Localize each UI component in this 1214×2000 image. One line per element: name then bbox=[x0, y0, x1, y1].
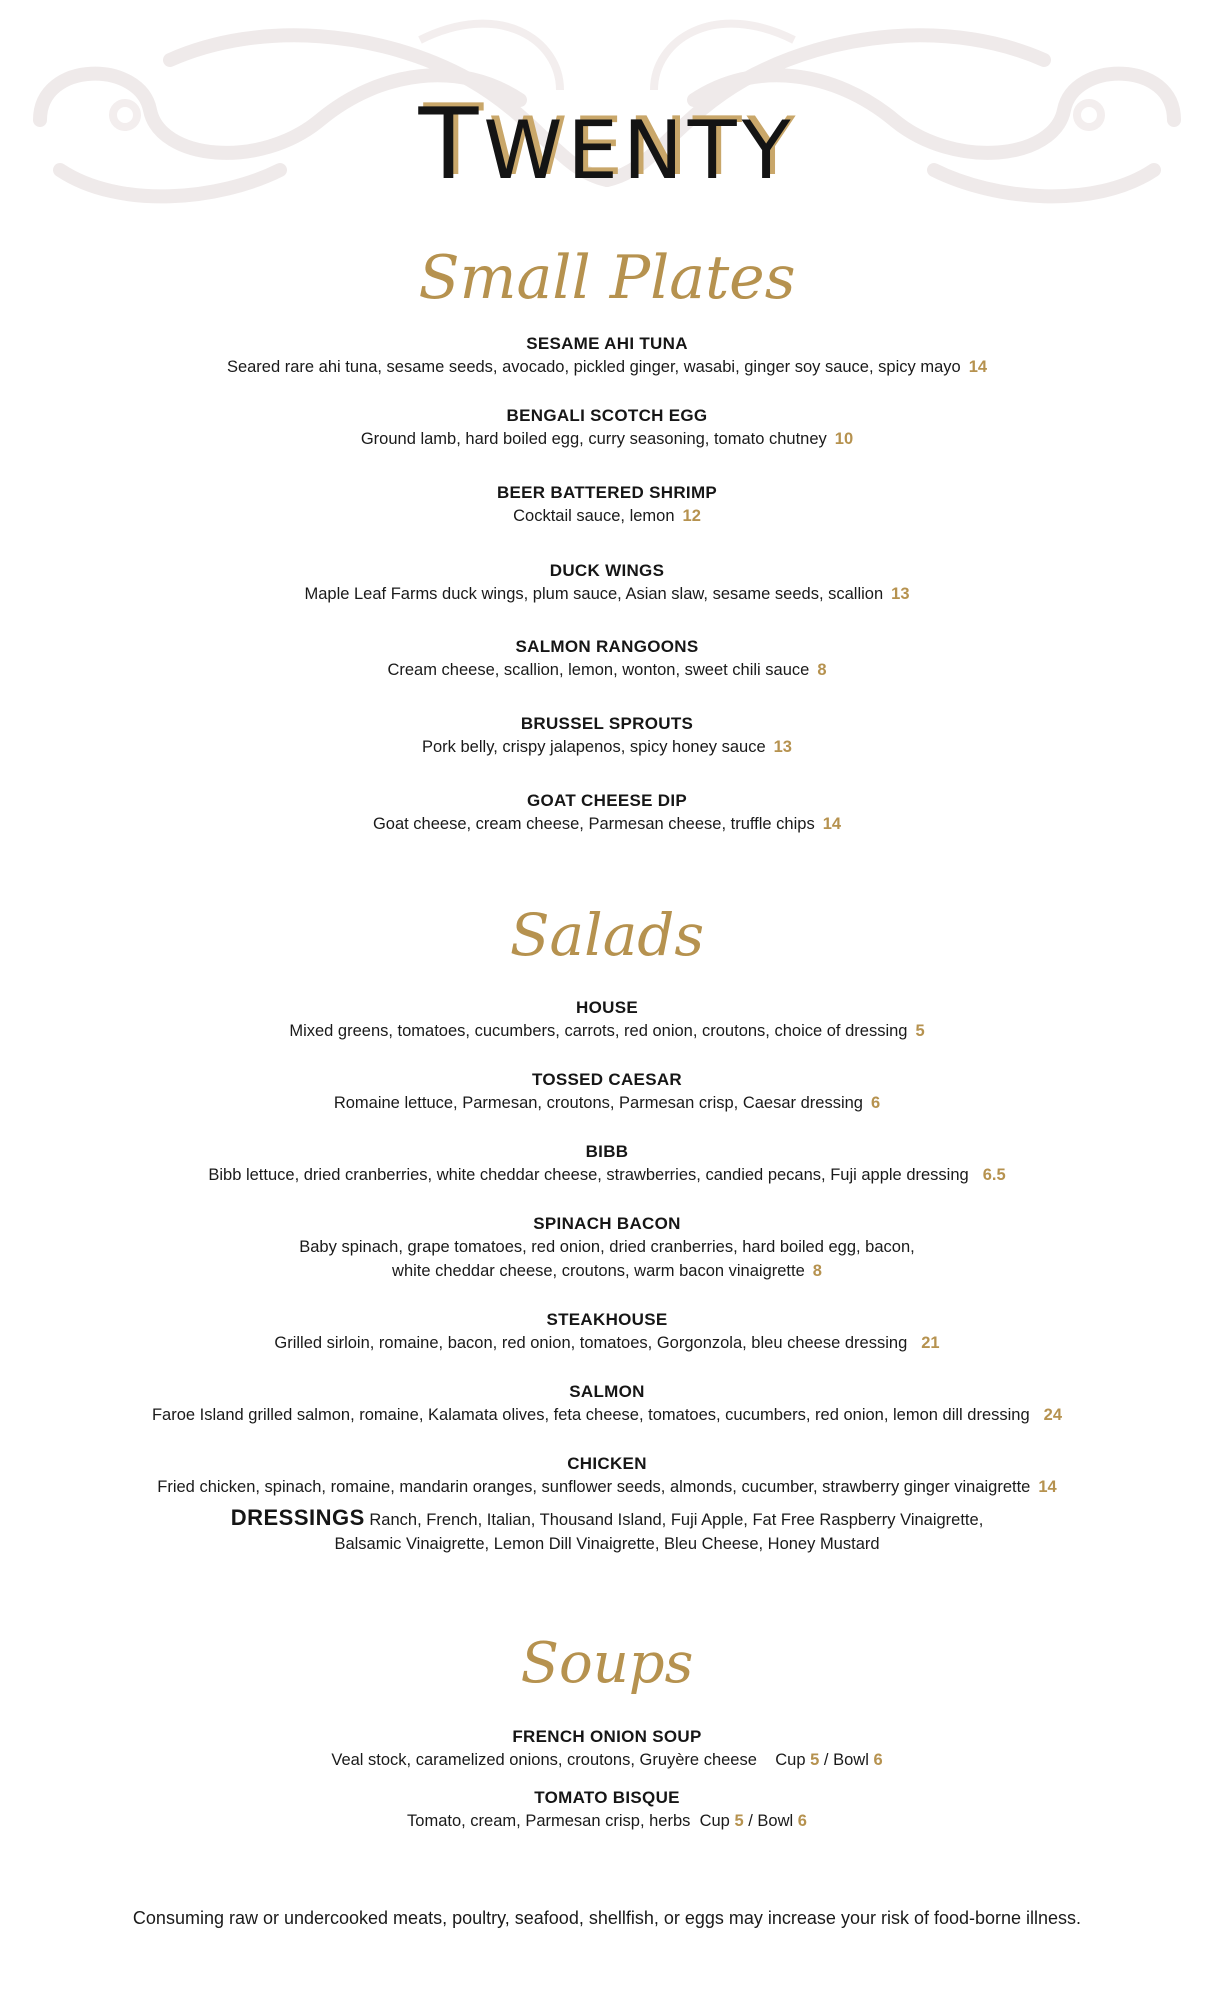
item-price: 8 bbox=[812, 1262, 822, 1280]
cup-label: Cup bbox=[699, 1812, 730, 1830]
item-name: TOSSED CAESAR bbox=[531, 1070, 682, 1089]
item-price: 21 bbox=[921, 1334, 940, 1352]
menu-item bbox=[0, 333, 1214, 379]
item-description: Mixed greens, tomatoes, cucumbers, carrots, red onion, croutons, choice of dressing bbox=[289, 1022, 908, 1040]
menu-item bbox=[0, 1787, 1214, 1833]
item-description: Cocktail sauce, lemon bbox=[513, 507, 675, 525]
menu-item bbox=[0, 1141, 1214, 1187]
restaurant-logo bbox=[0, 88, 1214, 202]
item-name: HOUSE bbox=[576, 998, 638, 1017]
dressings-line-2: Balsamic Vinaigrette, Lemon Dill Vinaigrette, Bleu Cheese, Honey Mustard bbox=[334, 1535, 880, 1553]
item-name: BEER BATTERED SHRIMP bbox=[496, 483, 718, 502]
cup-label: Cup bbox=[775, 1751, 806, 1769]
menu-item bbox=[0, 713, 1214, 759]
logo-rest: WENTY bbox=[483, 104, 796, 197]
item-name: CHICKEN bbox=[567, 1454, 647, 1473]
item-price: 6 bbox=[870, 1094, 881, 1112]
item-name: BIBB bbox=[585, 1142, 629, 1161]
item-name: STEAKHOUSE bbox=[546, 1310, 668, 1329]
item-price: 14 bbox=[968, 358, 988, 376]
bowl-price: 6 bbox=[873, 1751, 883, 1769]
item-price: 14 bbox=[1038, 1478, 1057, 1496]
item-description: Romaine lettuce, Parmesan, croutons, Parmesan crisp, Caesar dressing bbox=[333, 1094, 863, 1112]
dressings-list bbox=[0, 1506, 1214, 1556]
item-name: TOMATO BISQUE bbox=[534, 1788, 680, 1807]
item-price: 8 bbox=[817, 661, 827, 679]
item-description: Ground lamb, hard boiled egg, curry seasoning, tomato chutney bbox=[360, 430, 827, 448]
item-price: 5 bbox=[915, 1022, 925, 1040]
item-price: 10 bbox=[834, 430, 854, 448]
item-description: Pork belly, crispy jalapenos, spicy honey sauce bbox=[422, 738, 766, 756]
section-title-salads: Salads bbox=[509, 901, 705, 969]
item-price: 6.5 bbox=[982, 1166, 1006, 1184]
item-description: Grilled sirloin, romaine, bacon, red onion, tomatoes, Gorgonzola, bleu cheese dressing bbox=[274, 1334, 908, 1352]
item-name: BRUSSEL SPROUTS bbox=[520, 714, 694, 733]
logo-first-letter: T bbox=[418, 88, 484, 202]
item-price: 12 bbox=[682, 507, 701, 525]
section-title-soups: Soups bbox=[520, 1631, 694, 1696]
item-price: 14 bbox=[822, 815, 842, 833]
menu-item bbox=[0, 1453, 1214, 1499]
bowl-price: 6 bbox=[797, 1812, 807, 1830]
item-name: BENGALI SCOTCH EGG bbox=[506, 406, 708, 425]
item-description: Baby spinach, grape tomatoes, red onion, dried cranberries, hard boiled egg, bacon, bbox=[299, 1238, 915, 1256]
item-name: GOAT CHEESE DIP bbox=[526, 791, 688, 810]
bowl-label: Bowl bbox=[757, 1812, 794, 1830]
item-description: Cream cheese, scallion, lemon, wonton, sweet chili sauce bbox=[387, 661, 810, 679]
menu-item bbox=[0, 1213, 1214, 1283]
item-price: 13 bbox=[773, 738, 792, 756]
item-name: SALMON RANGOONS bbox=[515, 637, 699, 656]
item-description: Veal stock, caramelized onions, croutons, Gruyère cheese bbox=[331, 1751, 757, 1769]
item-description: Goat cheese, cream cheese, Parmesan cheese, truffle chips bbox=[372, 815, 815, 833]
item-description: Maple Leaf Farms duck wings, plum sauce, Asian slaw, sesame seeds, scallion bbox=[304, 585, 884, 603]
item-name: SALMON bbox=[569, 1382, 645, 1401]
item-description: white cheddar cheese, croutons, warm bacon vinaigrette bbox=[392, 1262, 805, 1280]
menu-item bbox=[0, 1309, 1214, 1355]
menu-item bbox=[0, 790, 1214, 836]
menu-item bbox=[0, 1381, 1214, 1427]
item-name: FRENCH ONION SOUP bbox=[512, 1727, 702, 1746]
menu-item bbox=[0, 482, 1214, 528]
item-description: Bibb lettuce, dried cranberries, white cheddar cheese, strawberries, candied pecans, Fuji apple dressing bbox=[208, 1166, 969, 1184]
item-description: Fried chicken, spinach, romaine, mandarin oranges, sunflower seeds, almonds, cucumber, strawberry ginger vinaigrette bbox=[157, 1478, 1031, 1496]
item-price: 24 bbox=[1043, 1406, 1063, 1424]
item-name: SPINACH BACON bbox=[533, 1214, 681, 1233]
menu-item bbox=[0, 1726, 1214, 1772]
menu-item bbox=[0, 636, 1214, 682]
menu-item bbox=[0, 560, 1214, 606]
price-separator: / bbox=[748, 1812, 753, 1830]
menu-item bbox=[0, 1069, 1214, 1115]
menu-item bbox=[0, 405, 1214, 451]
item-name: SESAME AHI TUNA bbox=[526, 334, 688, 353]
dressings-line-1: Ranch, French, Italian, Thousand Island, Fuji Apple, Fat Free Raspberry Vinaigrette, bbox=[369, 1511, 984, 1529]
price-separator: / bbox=[823, 1751, 829, 1769]
item-description: Tomato, cream, Parmesan crisp, herbs bbox=[407, 1812, 691, 1830]
cup-price: 5 bbox=[810, 1751, 820, 1769]
food-safety-disclaimer: Consuming raw or undercooked meats, poultry, seafood, shellfish, or eggs may increase your risk of food-borne illness. bbox=[132, 1908, 1082, 1928]
item-description: Faroe Island grilled salmon, romaine, Kalamata olives, feta cheese, tomatoes, cucumbers, red onion, lemon dill dressing bbox=[151, 1406, 1030, 1424]
bowl-label: Bowl bbox=[833, 1751, 869, 1769]
dressings-label: DRESSINGS bbox=[230, 1505, 365, 1530]
menu-item bbox=[0, 997, 1214, 1043]
item-name: DUCK WINGS bbox=[549, 561, 665, 580]
cup-price: 5 bbox=[734, 1812, 744, 1830]
item-description: Seared rare ahi tuna, sesame seeds, avocado, pickled ginger, wasabi, ginger soy sauce, spicy mayo bbox=[226, 358, 961, 376]
section-title-small-plates: Small Plates bbox=[418, 243, 796, 313]
item-price: 13 bbox=[891, 585, 910, 603]
